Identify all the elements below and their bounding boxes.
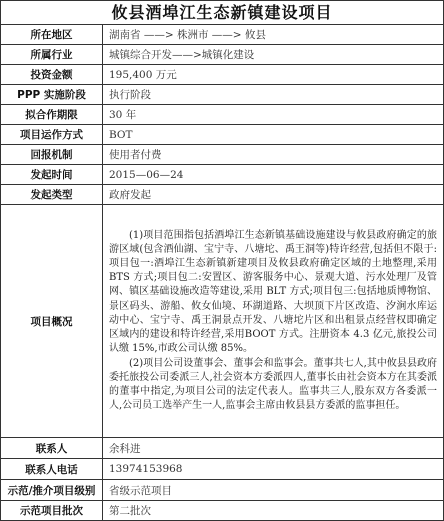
- row-investment: [1, 65, 444, 85]
- value-industry: 城镇综合开发——>城镇化建设: [103, 45, 444, 65]
- label-mode: 项目运作方式: [1, 125, 103, 145]
- value-ppp-stage: 执行阶段: [103, 85, 444, 105]
- label-demo-batch: 示范项目批次: [1, 501, 103, 521]
- row-overview: [1, 205, 444, 438]
- label-origin: 发起类型: [1, 185, 103, 205]
- row-industry: [1, 45, 444, 65]
- label-contact: 联系人: [1, 438, 103, 459]
- page-title: 攸县酒埠江生态新镇建设项目: [0, 0, 444, 24]
- project-info-table: [0, 24, 444, 521]
- overview-paragraph-1: (1)项目范围指包括酒埠江生态新镇基础设施建设与攸县政府确定的旅游区域(包含酒仙湖、宝宁寺、八塘坨、禹王洞等)特许经营,包括但不限于:项目包一:酒埠江生态新镇新建项目及攸县政府确定区域的土地整理,采用 BTS 方式;项目包二:安置区、游客服务中心、景观大道、污水处理厂及管网、镇区基础设施改造等建设,采用 BLT 方式;项目包三:包括地质博物馆、景区码头、游船、攸女仙境、环湖道路、大坝顶下片区改造、汐涧水库运动中心、宝宁寺、禹王洞景点开发、八塘坨片区和出租景点经营权即确定区域内的建设和特许经营,采用BOOT 方式。注册资本 4.3 亿元,旅投公司认缴 15%,市政公司认缴 85%。: [109, 229, 437, 355]
- row-origin: [1, 185, 444, 205]
- value-investment: 195,400 万元: [103, 65, 444, 85]
- row-date: [1, 165, 444, 185]
- overview-paragraph-2: (2)项目公司设董事会、董事会和监事会。董事共七人,其中攸县县政府委托旅投公司委派三人,社会资本方委派四人,董事长由社会资本方在其委派的董事中指定,为项目公司的法定代表人。监事共三人,股东双方各委派一人,公司员工选举产生一人,监事会主席由攸县县方委派的监事担任。: [109, 357, 437, 412]
- label-ppp-stage: PPP 实施阶段: [1, 85, 103, 105]
- row-contact: [1, 438, 444, 459]
- label-payback: 回报机制: [1, 145, 103, 165]
- label-phone: 联系人电话: [1, 459, 103, 480]
- label-investment: 投资金额: [1, 65, 103, 85]
- value-payback: 使用者付费: [103, 145, 444, 165]
- row-demo-batch: [1, 501, 444, 521]
- value-origin: 政府发起: [103, 185, 444, 205]
- row-ppp-stage: [1, 85, 444, 105]
- value-term: 30 年: [103, 105, 444, 125]
- value-region: 湖南省 ——> 株洲市 ——> 攸县: [103, 25, 444, 45]
- value-contact: 余科进: [103, 438, 444, 459]
- row-term: [1, 105, 444, 125]
- value-overview: [103, 205, 444, 438]
- row-region: [1, 25, 444, 45]
- row-payback: [1, 145, 444, 165]
- value-mode: BOT: [103, 125, 444, 145]
- value-date: 2015—06—24: [103, 165, 444, 185]
- label-region: 所在地区: [1, 25, 103, 45]
- label-industry: 所属行业: [1, 45, 103, 65]
- label-overview: 项目概况: [1, 205, 103, 438]
- label-term: 拟合作期限: [1, 105, 103, 125]
- label-date: 发起时间: [1, 165, 103, 185]
- row-phone: [1, 459, 444, 480]
- value-demo-batch: 第二批次: [103, 501, 444, 521]
- value-phone: 13974153968: [103, 459, 444, 480]
- row-mode: [1, 125, 444, 145]
- label-demo-level: 示范/推介项目级别: [1, 480, 103, 501]
- row-demo-level: [1, 480, 444, 501]
- value-demo-level: 省级示范项目: [103, 480, 444, 501]
